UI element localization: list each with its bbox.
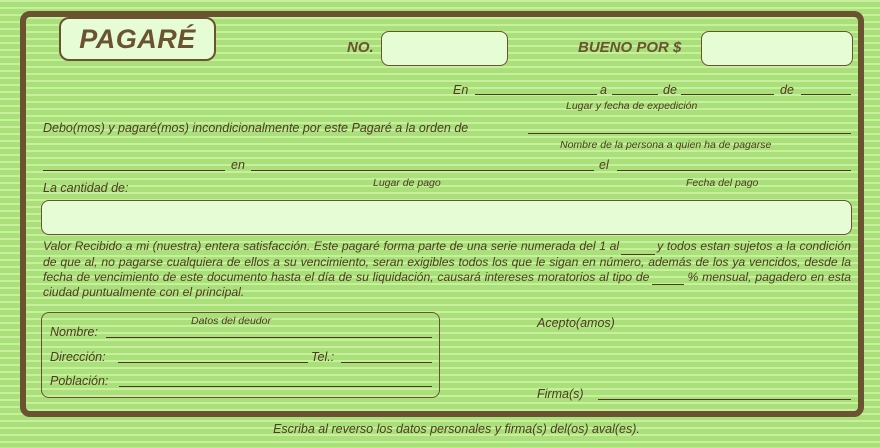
el-label: el [599,158,609,172]
terms-paragraph [43,239,851,300]
nombre-line[interactable] [106,337,432,338]
direccion-line[interactable] [118,362,308,363]
tel-line[interactable] [341,362,432,363]
cantidad-label: La cantidad de: [43,181,129,195]
day-line[interactable] [612,94,658,95]
poblacion-line[interactable] [119,386,432,387]
firma-line[interactable] [598,399,851,400]
de-label-2: de [780,83,794,97]
place-date-caption: Lugar y fecha de expedición [566,100,698,112]
no-field[interactable] [381,31,508,66]
payment-date-line[interactable] [617,170,851,171]
de-label-1: de [663,83,677,97]
acepto-label: Acepto(amos) [537,316,615,330]
en-payment-label: en [231,158,245,172]
bueno-por-label: BUENO POR $ [578,39,682,56]
quantity-field[interactable] [41,200,852,235]
debo-text: Debo(mos) y pagaré(mos) incondicionalmente por este Pagaré a la orden de [43,121,469,135]
footer-note: Escriba al reverso los datos personales y firma(s) del(os) aval(es). [273,422,640,436]
direccion-label: Dirección: [50,350,106,364]
payee-line[interactable] [528,133,851,134]
no-label: NO. [347,39,374,56]
terms-part-1: Valor Recibido a mi (nuestra) entera satisfacción. Este pagaré forma parte de una serie numerada del 1 al [43,239,620,253]
interest-rate-line[interactable] [652,270,684,286]
year-line[interactable] [801,94,851,95]
terms-part-2: y todos estan sujetos a la condición de que al, no pagarse cualquiera de ellos a su vencimiento, seran exigibles todos los que le sigan en número, además de los ya vencidos, desde la fecha de vencimiento de este documento hasta el día de su liquidación, causará intereses moratorios al tipo de [43,239,851,284]
nombre-label: Nombre: [50,325,98,339]
debtor-title: Datos del deudor [191,315,271,327]
terms-part-3: % mensual, pagadero en esta ciudad puntualmente con el principal. [43,269,851,300]
tel-label: Tel.: [311,350,335,364]
a-label: a [600,83,607,97]
series-total-line[interactable] [621,239,655,255]
en-label: En [453,83,469,97]
payment-date-caption: Fecha del pago [686,177,759,189]
document-title: PAGARÉ [59,17,216,61]
amount-words-line[interactable] [43,170,225,171]
payment-place-line[interactable] [251,170,594,171]
poblacion-label: Población: [50,374,109,388]
payee-caption: Nombre de la persona a quien ha de pagarse [560,139,772,151]
month-line[interactable] [681,94,774,95]
amount-field[interactable] [701,31,853,66]
payment-place-caption: Lugar de pago [373,177,441,189]
place-line[interactable] [475,94,597,95]
firma-label: Firma(s) [537,387,584,401]
